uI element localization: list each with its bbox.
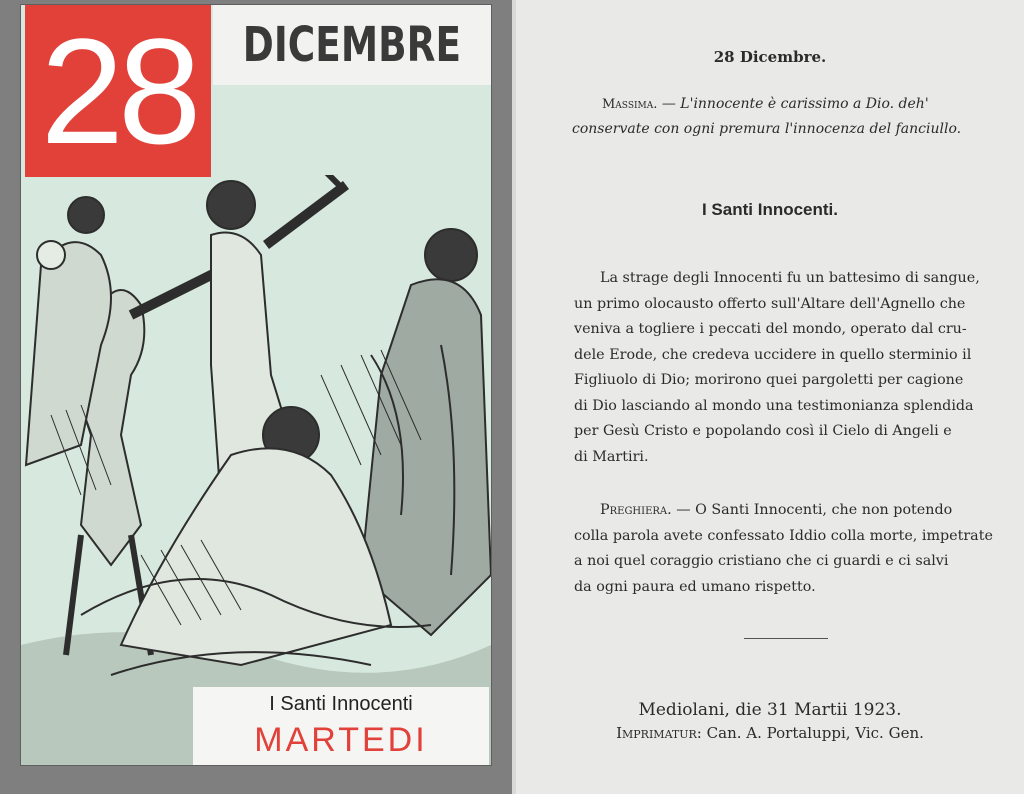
maxim-text-1: — L'innocente è carissimo a Dio. deh'	[661, 96, 929, 112]
body-line: dele Erode, che credeva uccidere in quello sterminio il	[574, 346, 972, 363]
day-number-box	[25, 5, 211, 177]
massacre-of-innocents-illustration	[21, 175, 491, 765]
weekday: MARTEDI	[254, 721, 428, 759]
calendar-front-inner	[20, 4, 492, 766]
prayer-line	[574, 498, 994, 524]
calendar-back-card	[516, 0, 1024, 794]
prayer-text	[574, 498, 994, 600]
imprimatur-label: Imprimatur:	[616, 724, 702, 742]
body-text	[574, 266, 994, 470]
prayer-line: da ogni paura ed umano rispetto.	[574, 578, 816, 595]
body-line: di Dio lasciando al mondo una testimonianza splendida	[574, 397, 974, 414]
prayer-label: Preghiera.	[600, 502, 672, 518]
body-line: un primo olocausto offerto sull'Altare dell'Agnello che	[574, 295, 966, 312]
imprint-place-date: Mediolani, die 31 Martii 1923.	[638, 700, 902, 720]
maxim-block	[572, 92, 992, 141]
imprimatur-signatory: Can. A. Portaluppi, Vic. Gen.	[706, 724, 924, 742]
prayer-line: a noi quel coraggio cristiano che ci guardi e ci salvi	[574, 553, 949, 569]
body-line: di Martiri.	[574, 448, 649, 465]
body-line: Figliuolo di Dio; morirono quei pargoletti per cagione	[574, 372, 964, 388]
maxim-text-2: conservate con ogni premura l'innocenza del fanciullo.	[572, 121, 962, 137]
body-line: veniva a togliere i peccati del mondo, operato dal cru-	[574, 321, 967, 337]
maxim-label: Massima.	[602, 97, 658, 112]
date-header: 28 Dicembre.	[713, 48, 827, 66]
maxim-line-1	[572, 92, 992, 117]
prayer-line: colla parola avete confessato Iddio colla morte, impetrate	[574, 527, 993, 544]
caption-box	[193, 687, 489, 765]
day-number: 28	[40, 7, 196, 175]
imprimatur-line	[516, 724, 1024, 742]
prayer-line-1: — O Santi Innocenti, che non potendo	[676, 502, 953, 518]
month-name: DICEMBRE	[242, 17, 462, 73]
divider-rule	[744, 638, 828, 639]
month-box	[213, 5, 491, 85]
saint-name: I Santi Innocenti	[269, 693, 413, 715]
body-line: per Gesù Cristo e popolando così il Cielo di Angeli e	[574, 423, 952, 439]
section-title: I Santi Innocenti.	[701, 200, 838, 219]
body-line: La strage degli Innocenti fu un battesimo di sangue,	[600, 270, 980, 286]
